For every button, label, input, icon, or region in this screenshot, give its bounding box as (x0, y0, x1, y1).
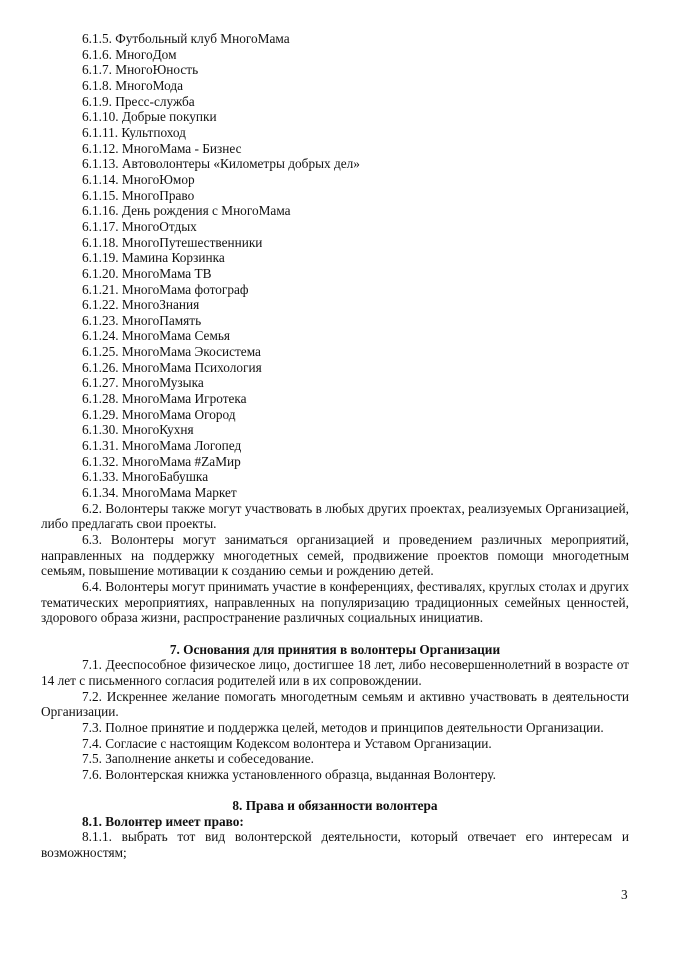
list-item: 6.1.12. МногоМама - Бизнес (82, 140, 242, 156)
list-item: 6.1.18. МногоПутешественники (82, 234, 263, 250)
section-8-heading: 8. Права и обязанности волонтера (232, 798, 438, 814)
list-item: 6.1.34. МногоМама Маркет (82, 485, 237, 501)
paragraph-7-6: 7.6. Волонтерская книжка установленного образца, выданная Волонтеру. (82, 766, 496, 782)
list-item: 6.1.11. Культпоход (82, 124, 186, 140)
list-item: 6.1.14. МногоЮмор (82, 171, 195, 187)
spacer (41, 626, 629, 642)
list-item: 6.1.20. МногоМама ТВ (82, 265, 212, 281)
list-item: 6.1.32. МногоМама #ZaМир (82, 453, 241, 469)
list-item: 6.1.28. МногоМама Игротека (82, 391, 247, 407)
list-item: 6.1.21. МногоМама фотограф (82, 281, 249, 297)
list-item: 6.1.26. МногоМама Психология (82, 359, 262, 375)
paragraph-7-2: 7.2. Искреннее желание помогать многодетным семьям и активно участвовать в деятельности Организации. (41, 688, 629, 720)
list-item: 6.1.7. МногоЮность (82, 62, 199, 78)
list-item: 6.1.31. МногоМама Логопед (82, 438, 242, 454)
paragraph-6-3: 6.3. Волонтеры могут заниматься организацией и проведением различных мероприятий, направленных на поддержку многодетных семей, продвижение проектов помощи многодетным семьям, повышение мотивации к созданию семьи и рождению детей. (41, 532, 629, 579)
list-item: 6.1.10. Добрые покупки (82, 109, 217, 125)
project-list (41, 31, 629, 501)
paragraph-6-2: 6.2. Волонтеры также могут участвовать в любых других проектах, реализуемых Организацией, либо предлагать свои проекты. (41, 500, 629, 532)
list-item: 6.1.13. Автоволонтеры «Километры добрых дел» (82, 156, 360, 172)
section-8-1-subheading: 8.1. Волонтер имеет право: (82, 813, 244, 829)
paragraph-7-5: 7.5. Заполнение анкеты и собеседование. (82, 751, 314, 767)
list-item: 6.1.33. МногоБабушка (82, 469, 209, 485)
list-item: 6.1.22. МногоЗнания (82, 297, 200, 313)
document-page (41, 31, 629, 861)
list-item: 6.1.24. МногоМама Семья (82, 328, 231, 344)
page-number: 3 (621, 887, 628, 902)
list-item: 6.1.9. Пресс-служба (82, 93, 195, 109)
section-7-heading: 7. Основания для принятия в волонтеры Организации (169, 641, 501, 657)
paragraph-6-4: 6.4. Волонтеры могут принимать участие в конференциях, фестивалях, круглых столах и других тематических мероприятиях, направленных на популяризацию традиционных семейных ценностей, здорового образа жизни, распространение различных социальных инициатив. (41, 578, 629, 626)
paragraph-8-1-1: 8.1.1. выбрать тот вид волонтерской деятельности, который отвечает его интересам и возможностям; (41, 829, 629, 861)
list-item: 6.1.25. МногоМама Экосистема (82, 344, 261, 360)
paragraph-7-3: 7.3. Полное принятие и поддержка целей, методов и принципов деятельности Организации. (82, 719, 604, 735)
list-item: 6.1.16. День рождения с МногоМама (82, 203, 291, 219)
list-item: 6.1.30. МногоКухня (82, 422, 194, 438)
list-item: 6.1.29. МногоМама Огород (82, 406, 236, 422)
list-item: 6.1.23. МногоПамять (82, 312, 202, 328)
paragraph-7-4: 7.4. Согласие с настоящим Кодексом волонтера и Уставом Организации. (82, 735, 492, 751)
list-item: 6.1.8. МногоМода (82, 77, 184, 93)
list-item: 6.1.17. МногоОтдых (82, 218, 197, 234)
list-item: 6.1.27. МногоМузыка (82, 375, 204, 391)
spacer (41, 782, 629, 798)
paragraph-7-1: 7.1. Дееспособное физическое лицо, достигшее 18 лет, либо несовершеннолетний в возрасте от 14 лет с письменного согласия родителей или в их сопровождении. (41, 657, 629, 688)
list-item: 6.1.15. МногоПраво (82, 187, 195, 203)
list-item: 6.1.19. Мамина Корзинка (82, 250, 225, 266)
list-item: 6.1.6. МногоДом (82, 46, 177, 62)
list-item: 6.1.5. Футбольный клуб МногоМама (82, 31, 290, 46)
